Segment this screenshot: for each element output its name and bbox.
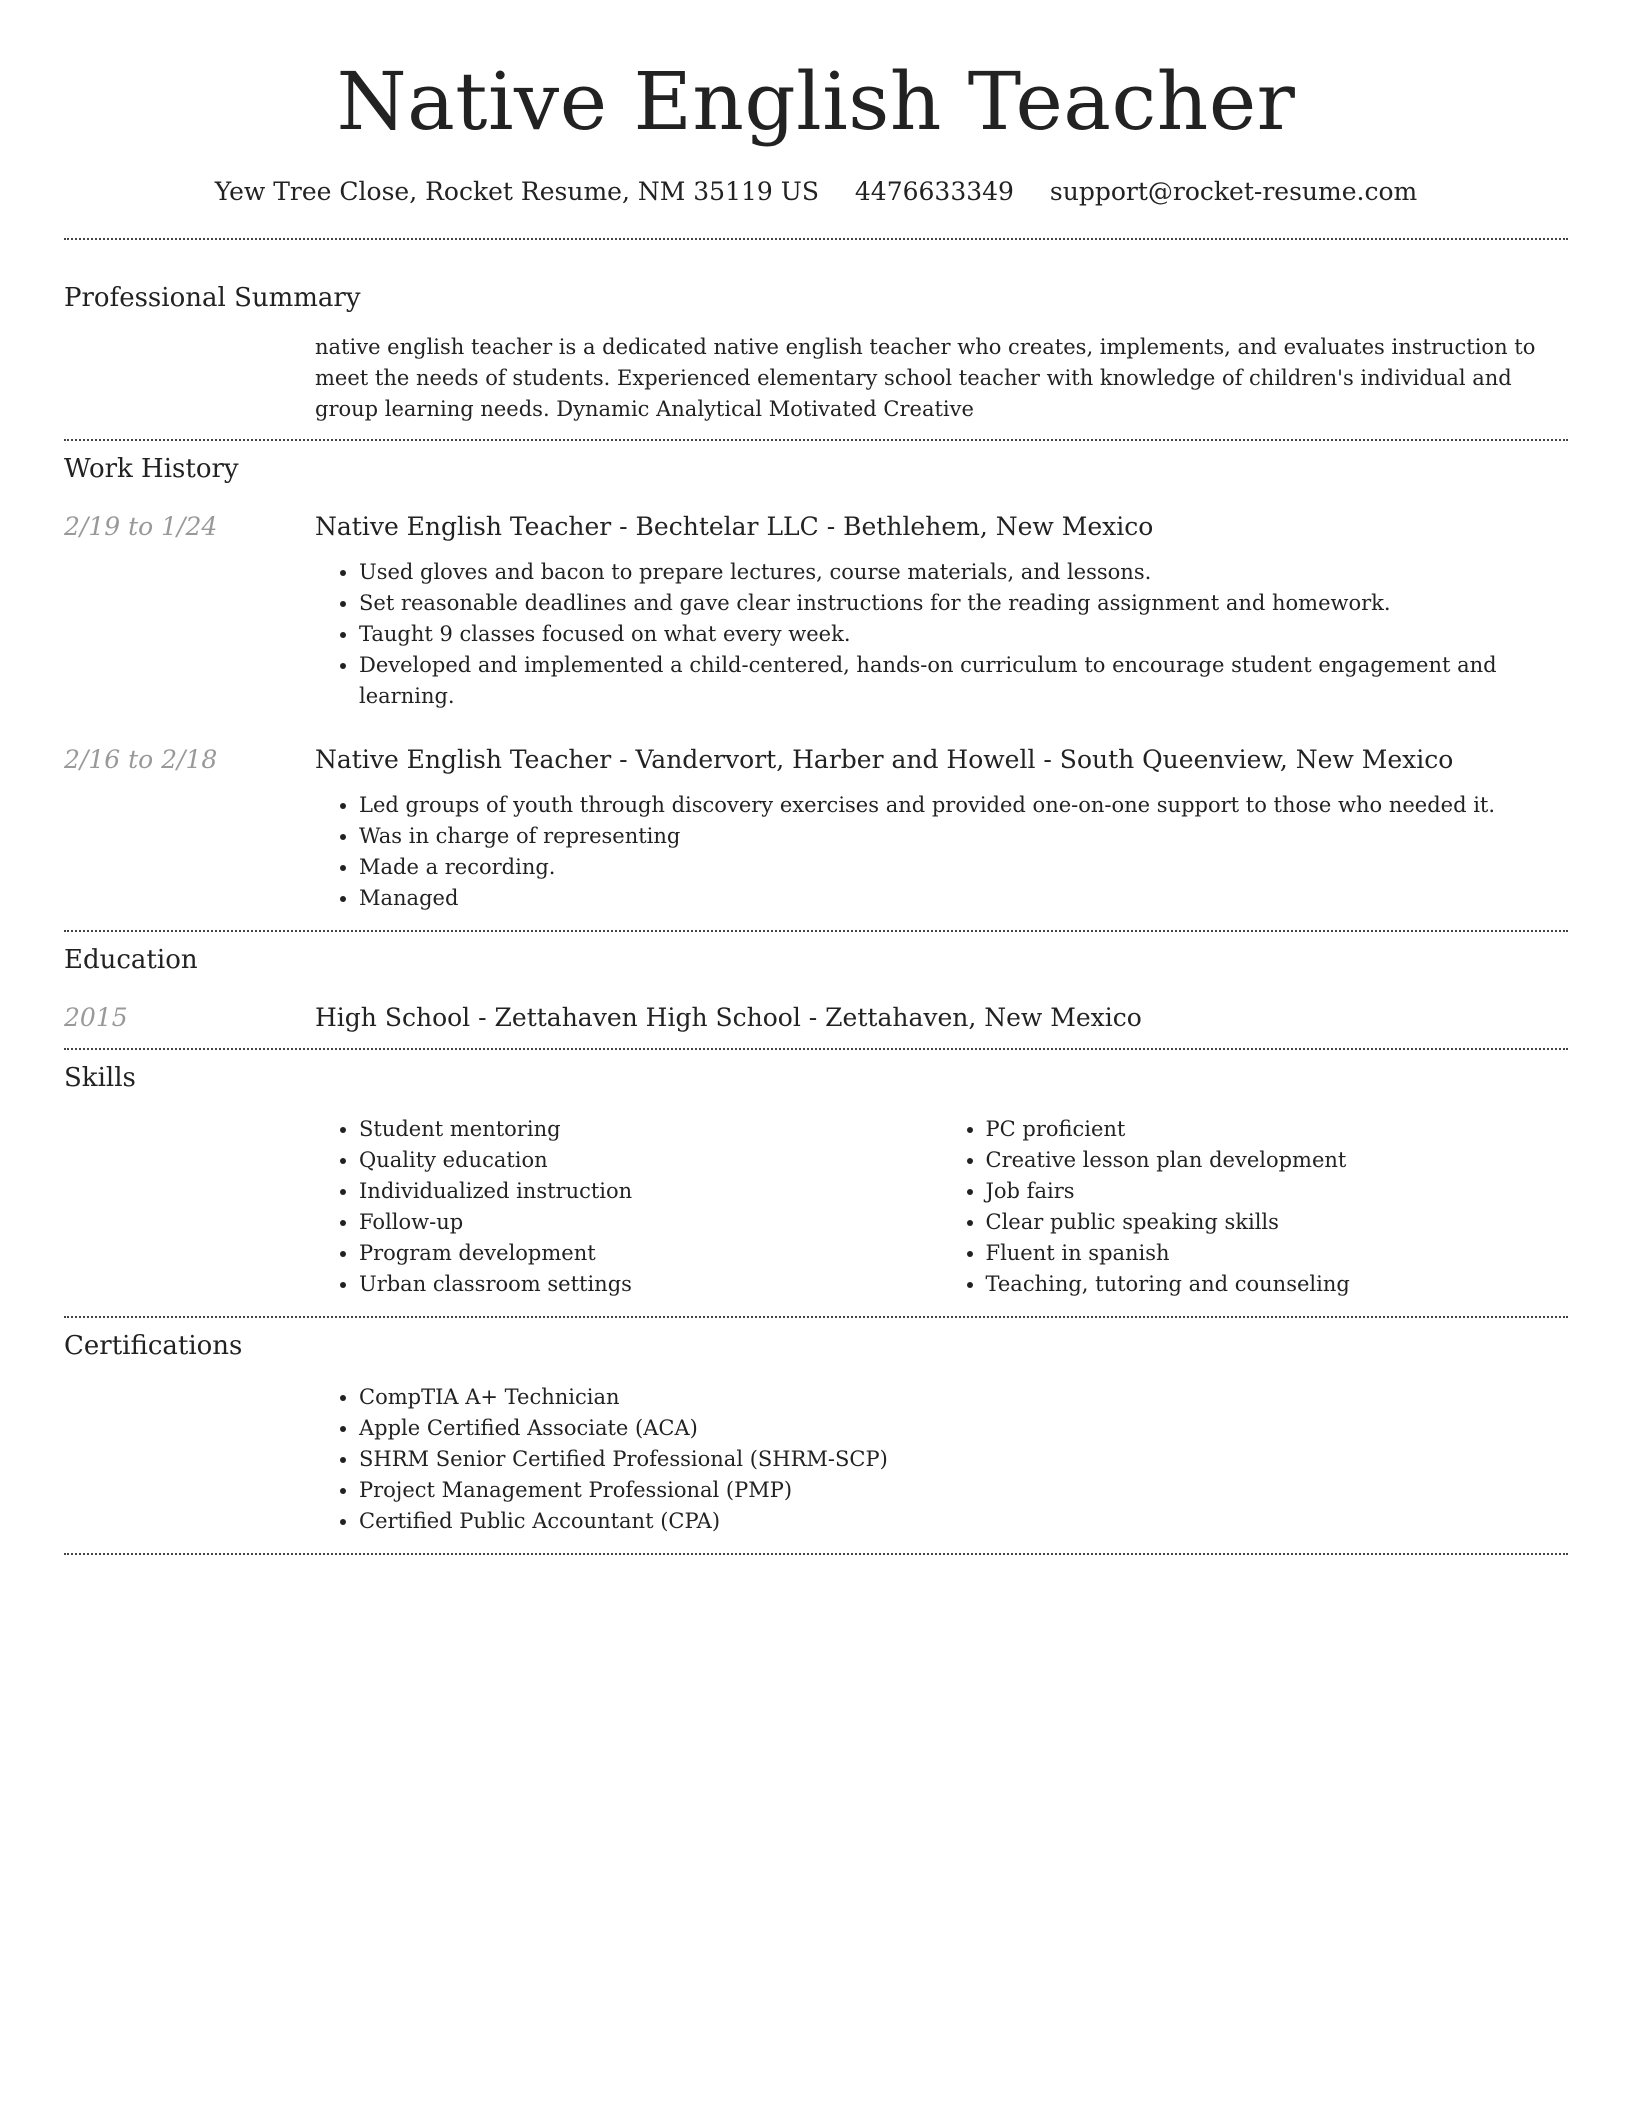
job-entry [64, 509, 1568, 712]
list-item: • CompTIA A+ Technician [359, 1382, 1568, 1413]
contact-phone: 4476633349 [854, 177, 1014, 206]
list-item: • Quality education [359, 1145, 942, 1176]
list-item: • Teaching, tutoring and counseling [986, 1269, 1569, 1300]
list-item: • Job fairs [986, 1176, 1569, 1207]
list-item: • Fluent in spanish [986, 1238, 1569, 1269]
job-heading [315, 509, 1568, 545]
list-item: • Creative lesson plan development [986, 1145, 1569, 1176]
job-heading [315, 742, 1568, 778]
job-entry [64, 742, 1568, 914]
list-item: • SHRM Senior Certified Professional (SHRM-SCP) [359, 1444, 1568, 1475]
list-item: • Taught 9 classes focused on what every week. [359, 619, 1568, 650]
summary-row [64, 332, 1568, 425]
list-item: • Used gloves and bacon to prepare lectures, course materials, and lessons. [359, 557, 1568, 588]
list-item: • Set reasonable deadlines and gave clear instructions for the reading assignment and homework. [359, 588, 1568, 619]
divider [64, 1048, 1568, 1050]
divider [64, 1316, 1568, 1318]
candidate-name: Native English Teacher [336, 55, 1296, 148]
list-item: • Made a recording. [359, 852, 1568, 883]
list-item: • Individualized instruction [359, 1176, 942, 1207]
divider [64, 1553, 1568, 1555]
summary-text: native english teacher is a dedicated native english teacher who creates, implements, and evaluates instruction to meet the needs of students. Experienced elementary school teacher with knowledge of children's individual and group learning needs. Dynamic Analytical Motivated Creative [315, 335, 1536, 421]
job-bullets [315, 790, 1568, 914]
education-details: - Zettahaven High School - Zettahaven, New Mexico [470, 1003, 1142, 1032]
section-title-work: Work History [64, 454, 239, 484]
section-title-certifications: Certifications [64, 1331, 243, 1361]
list-item: • Apple Certified Associate (ACA) [359, 1413, 1568, 1444]
education-heading [315, 1000, 1568, 1036]
education-entry [64, 1000, 1568, 1036]
list-item: • Follow-up [359, 1207, 942, 1238]
job-title: Native English Teacher [315, 512, 612, 541]
list-item: • Urban classroom settings [359, 1269, 942, 1300]
job-dates: 2/19 to 1/24 [64, 512, 218, 541]
education-degree: High School [315, 1003, 471, 1032]
section-title-summary: Professional Summary [64, 283, 361, 313]
list-item: • Was in charge of representing [359, 821, 1568, 852]
job-details: - Vandervort, Harber and Howell - South Queenview, New Mexico [611, 745, 1454, 774]
job-details: - Bechtelar LLC - Bethlehem, New Mexico [611, 512, 1154, 541]
section-title-education: Education [64, 945, 198, 975]
certifications-row [64, 1382, 1568, 1537]
job-dates: 2/16 to 2/18 [64, 745, 218, 774]
education-year: 2015 [64, 1003, 128, 1032]
list-item: • Program development [359, 1238, 942, 1269]
certifications-list [315, 1382, 1568, 1537]
job-bullets [315, 557, 1568, 712]
list-item: • Managed [359, 883, 1568, 914]
skills-list-right [942, 1114, 1569, 1300]
list-item: • Led groups of youth through discovery exercises and provided one-on-one support to those who needed it. [359, 790, 1568, 821]
list-item: • Project Management Professional (PMP) [359, 1475, 1568, 1506]
divider [64, 930, 1568, 932]
contact-email: support@rocket-resume.com [1049, 177, 1418, 206]
contact-line [64, 172, 1568, 212]
list-item: • PC proficient [986, 1114, 1569, 1145]
divider [64, 439, 1568, 441]
skills-list-left [315, 1114, 942, 1300]
list-item: • Certified Public Accountant (CPA) [359, 1506, 1568, 1537]
job-title: Native English Teacher [315, 745, 612, 774]
list-item: • Clear public speaking skills [986, 1207, 1569, 1238]
skills-row [64, 1114, 1568, 1300]
divider [64, 238, 1568, 240]
contact-address: Yew Tree Close, Rocket Resume, NM 35119 US [214, 177, 819, 206]
list-item: • Developed and implemented a child-centered, hands-on curriculum to encourage student engagement and learning. [359, 650, 1568, 712]
list-item: • Student mentoring [359, 1114, 942, 1145]
section-title-skills: Skills [64, 1063, 136, 1093]
